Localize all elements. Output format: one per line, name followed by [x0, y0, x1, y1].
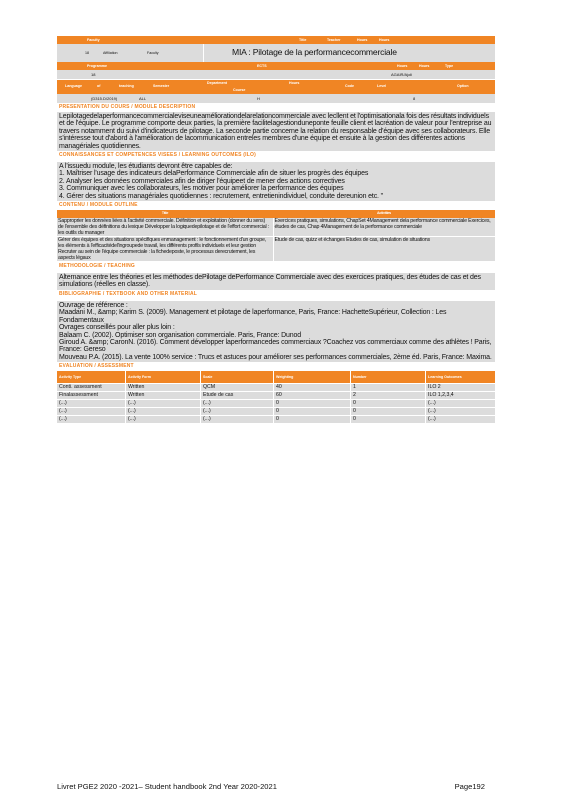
table-cell: Written [126, 392, 201, 400]
header-label: Programme [87, 64, 107, 68]
bibliography-item: Giroud A. &amp; CaronN. (2016). Comment développer laperformancedes commerciaux ?Coachez vos commerciaux comme des athlètes ! Paris, France: Gereso [59, 338, 492, 354]
bibliography-item: Balaam C. (2002). Optimiser son organisation commerciale. Paris, France: Dunod [59, 331, 301, 339]
footer-handbook-title: Livret PGE2 2020 -2021– Student handbook 2nd Year 2020-2021 [57, 782, 277, 791]
bibliography-item: Ovrages conseillés pour aller plus loin : [59, 324, 175, 332]
assessment-header: Activity Type [57, 371, 126, 384]
table-row [57, 408, 495, 416]
table-cell: 40 [274, 384, 351, 392]
header-label: Faculty [87, 38, 100, 42]
title-row-left [57, 44, 203, 62]
table-cell: QCM [201, 384, 274, 392]
header-label: Hours [357, 38, 368, 42]
table-cell: (...) [201, 408, 274, 416]
header-label: Hours [397, 64, 408, 68]
header-label: Code [345, 84, 354, 88]
header-value: 8 [413, 96, 416, 101]
page-number: Page192 [454, 782, 485, 791]
header-label: Hours [419, 64, 430, 68]
header-value: H [257, 96, 260, 101]
table-cell: 60 [274, 392, 351, 400]
header-label: Course [233, 88, 246, 92]
table-cell: (...) [57, 408, 126, 416]
assessment-table [57, 371, 495, 424]
outline-header: Activities [273, 210, 495, 218]
table-cell: (...) [426, 400, 496, 408]
outline-header: Title [57, 210, 273, 218]
table-cell: (...) [426, 416, 496, 424]
table-cell: ILO 1,2,3,4 [426, 392, 496, 400]
table-row [57, 400, 495, 408]
assessment-header: Scale [201, 371, 274, 384]
header-value: Affiliation [103, 51, 118, 55]
table-row [57, 384, 495, 392]
table-row [57, 416, 495, 424]
header-row-6 [57, 94, 495, 103]
section-assessment-heading: EVALUATION / ASSESSMENT [59, 363, 134, 370]
table-cell: 1 [351, 384, 426, 392]
header-label: Hours [289, 81, 300, 85]
header-value: 18 [91, 72, 96, 77]
section-outcomes-heading: CONNAISSANCES ET COMPETENCES VISEES / LEARNING OUTCOMES (ILO) [59, 152, 256, 159]
header-label: Hours [379, 38, 390, 42]
header-row-4 [57, 70, 495, 79]
table-cell: (...) [126, 408, 201, 416]
table-cell: 0 [351, 416, 426, 424]
methodology-text: Alternance entre les théories et les méthodes dePilotage dePerformance Commerciale avec des exercices pratiques, des études de cas et des simulations (réelles en classe). [57, 273, 495, 290]
title-row [57, 44, 495, 62]
table-cell: Etude de cas [201, 392, 274, 400]
table-cell: Finalassessment [57, 392, 126, 400]
assessment-header: Learning Outcomes [426, 371, 496, 384]
header-row-3 [57, 62, 495, 70]
course-sheet [57, 36, 495, 424]
header-label: Language [65, 84, 82, 88]
outcome-item: A l'issuedu module, les étudiants devront être capables de: [59, 163, 233, 171]
table-cell: 0 [274, 408, 351, 416]
table-row [57, 392, 495, 400]
section-presentation-heading: PRESENTATION DU COURS / MODULE DESCRIPTION [59, 104, 196, 110]
table-cell: ILO 2 [426, 384, 496, 392]
bibliography-item: Maadani M., &amp; Karim S. (2009). Management et pilotage de laperformance, Paris, France: HachetteSupérieur, Collection : Les Fondamentaux [59, 309, 447, 324]
table-cell: 2 [351, 392, 426, 400]
outcome-item: 4. Gérer des situations managériales quotidiennes : recrutement, entretienindividuel, conduite dereunion etc. " [59, 192, 383, 200]
header-label: Teacher [327, 38, 341, 42]
outline-activity: Exercices pratiques, simulations, ChapSet 4Management dela performance commerciale Exercices, études de cas, Chap 4Management de la performance commerciale [273, 218, 495, 237]
bibliography-item: Ouvrage de référence : [59, 301, 128, 309]
section-methodology-heading: METHODOLOGIE / TEACHING [59, 263, 135, 270]
bibliography-item: Mouveau P.A. (2015). La vente 100% service : Trucs et astuces pour améliorer ses performances commerciales, 2ème éd. Paris, France: Maxima. [59, 353, 492, 361]
table-row [57, 218, 495, 237]
table-cell: 0 [274, 400, 351, 408]
assessment-header: Activity Form [126, 371, 201, 384]
header-label: ECTS [257, 64, 267, 68]
table-cell: (...) [426, 408, 496, 416]
header-value: AGAIR/Ajoli [391, 72, 413, 77]
outcomes-list [57, 162, 495, 201]
outcome-item: 3. Communiquer avec les collaborateurs, les motiver pour améliorer la performance des équipes [59, 185, 344, 193]
header-label: Type [445, 64, 454, 68]
header-value: ALL [139, 96, 147, 101]
header-row-1 [57, 36, 495, 44]
table-cell: (...) [201, 416, 274, 424]
table-cell: 0 [274, 416, 351, 424]
table-row [57, 237, 495, 262]
section-bibliography-heading: BIBLIOGRAPHIE / TEXTBOOK AND OTHER MATERIAL [59, 290, 198, 297]
header-label: Level [377, 84, 387, 88]
header-value: 18 [85, 51, 89, 55]
table-cell: Written [126, 384, 201, 392]
section-outline-heading: CONTENU / MODULE OUTLINE [59, 202, 138, 209]
header-value: Faculty [147, 51, 159, 55]
header-label: Semester [153, 84, 170, 88]
table-cell: Conti. assessment [57, 384, 126, 392]
header-label: Option [457, 84, 469, 88]
table-cell: (...) [126, 400, 201, 408]
header-label: of [97, 84, 101, 88]
table-cell: 0 [351, 408, 426, 416]
table-cell: (...) [201, 400, 274, 408]
assessment-header: Number [351, 371, 426, 384]
outline-topic: Gérer des équipes et des situations spécifiques enmanagement : le fonctionnement d'un groupe, les éléments à l'efficacitédel'ingroupede travail, les différents profils individuels et leur gestion Recruter au sein de l'équipe commerciale : la fichedeposte, le processus derecrutement, les aspects légaux [57, 237, 273, 262]
presentation-text: Lepilotagedelaperformancecommercialeviseuneaméliorationdelarelationcommerciale avec lecllent et l'optimisationala fois des résultats individuels et de l'équipe. Le programme comporte deux parties, la première facilitelagestionduneponte feuille client et lacréation de valeur pour l'entreprise au travers notamment du suivi d'indicateurs de pilotage. La seconde partie concerne la relation du responsable d'équipe avec ses collaborateurs. Elle s'intéresse tout d'abord à l'amélioration de lacommunication entreles membres d'une équipe et ensuite à la gestion des différentes actions managériales quotidiennes. [57, 112, 495, 151]
outline-topic: Sapproprier les données liées à l'activité commerciale. Définition et exploitation (donner du sens) de l'ensemble des définitions du lexique Développer la logiquedepilotage et de l'effort commercial : les outils du manager [57, 218, 273, 237]
header-label: Department [207, 81, 227, 85]
bibliography-list [57, 301, 495, 362]
header-row-5 [57, 80, 495, 94]
header-label: teaching [119, 84, 134, 88]
table-cell: (...) [126, 416, 201, 424]
course-title: MIA : Pilotage de la performancecommerciale [203, 44, 495, 62]
outline-activity: Etude de cas, quizz et échanges Etudes de cas, simulation de situations [273, 237, 495, 262]
outcome-item: 1. Maîtriser l'usage des indicateurs delaPerformance Commerciale afin de situer les progrès des équipes [59, 170, 369, 178]
outline-table [57, 210, 495, 262]
assessment-header: Weighting [274, 371, 351, 384]
header-value: (D315.D/2019) [91, 96, 118, 101]
outcome-item: 2. Analyser les données commerciales afin de diriger l'équipeet de mener des actions correctives [59, 177, 345, 185]
table-cell: 0 [351, 400, 426, 408]
table-cell: (...) [57, 400, 126, 408]
header-label: Title [299, 38, 307, 42]
table-cell: (...) [57, 416, 126, 424]
